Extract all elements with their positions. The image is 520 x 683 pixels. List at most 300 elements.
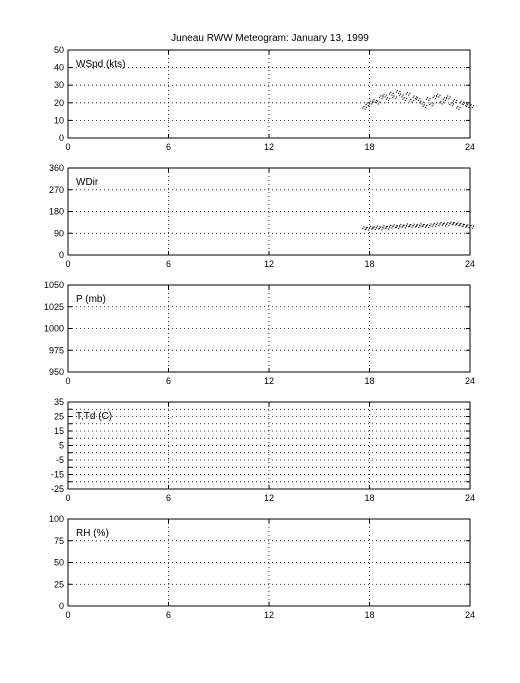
data-point (430, 223, 431, 224)
y-tick-label: 950 (48, 367, 64, 377)
data-point (418, 227, 419, 228)
data-point (409, 224, 410, 225)
x-tick-label: 12 (263, 142, 275, 152)
data-point (458, 109, 459, 110)
data-point (471, 104, 472, 105)
x-tick-label: 6 (165, 259, 172, 269)
data-point (372, 100, 373, 101)
data-point (366, 228, 367, 229)
x-tick-label: 0 (65, 610, 71, 620)
data-point (444, 223, 445, 224)
data-point (465, 227, 466, 228)
data-point (453, 222, 454, 223)
data-point (428, 100, 429, 101)
data-point (466, 226, 467, 227)
data-point (362, 107, 363, 108)
data-point (438, 96, 439, 97)
data-point (385, 228, 386, 229)
data-point (423, 224, 424, 225)
data-point (437, 94, 438, 95)
data-point (373, 226, 374, 227)
data-point (406, 93, 407, 94)
data-point (462, 103, 463, 104)
data-point (395, 98, 396, 99)
data-point (365, 109, 366, 110)
data-point (455, 102, 456, 103)
y-tick-label: 20 (53, 97, 64, 108)
data-point (380, 227, 381, 228)
data-point (414, 224, 415, 225)
data-point (403, 225, 404, 226)
y-tick-label: 40 (53, 62, 64, 73)
data-point (370, 101, 371, 102)
x-tick-label: 6 (165, 493, 172, 503)
data-point (401, 227, 402, 228)
data-point (423, 102, 424, 103)
data-point (409, 226, 410, 227)
data-point (460, 107, 461, 108)
data-point (404, 97, 405, 98)
data-point (432, 105, 433, 106)
data-point (384, 225, 385, 226)
data-point (430, 102, 431, 103)
data-point (379, 226, 380, 227)
data-point (439, 223, 440, 224)
data-point (399, 95, 400, 96)
data-point (443, 102, 444, 103)
data-point (397, 225, 398, 226)
y-tick-label: 90 (53, 228, 64, 239)
data-point (369, 227, 370, 228)
data-point (410, 99, 411, 100)
data-point (418, 100, 419, 101)
data-point (444, 97, 445, 98)
data-point (467, 104, 468, 105)
data-point (450, 96, 451, 97)
data-point (455, 225, 456, 226)
data-point (372, 228, 373, 229)
x-tick-label: 24 (464, 142, 476, 152)
data-point (463, 104, 464, 105)
data-point (446, 97, 447, 98)
panel-label: P (mb) (76, 294, 106, 305)
data-point (454, 99, 455, 100)
data-point (417, 224, 418, 225)
data-point (406, 225, 407, 226)
data-point (453, 100, 454, 101)
data-point (420, 223, 421, 224)
data-point (396, 225, 397, 226)
x-tick-label: 12 (263, 610, 275, 620)
data-point (402, 99, 403, 100)
data-point (433, 103, 434, 104)
data-point (408, 95, 409, 96)
y-tick-label: 10 (53, 115, 64, 126)
data-point (447, 95, 448, 96)
data-point (382, 227, 383, 228)
data-point (373, 102, 374, 103)
data-point (449, 104, 450, 105)
data-point (420, 101, 421, 102)
data-point (378, 103, 379, 104)
data-point (464, 102, 465, 103)
data-point (373, 99, 374, 100)
data-point (459, 224, 460, 225)
data-point (383, 96, 384, 97)
data-point (387, 226, 388, 227)
data-point (419, 225, 420, 226)
data-point (422, 226, 423, 227)
data-point (405, 100, 406, 101)
panel-4 (49, 514, 475, 620)
panel-label: RH (%) (76, 528, 109, 539)
data-point (468, 227, 469, 228)
data-point (415, 98, 416, 99)
panel-2 (44, 280, 475, 386)
data-point (382, 95, 383, 96)
data-point (407, 92, 408, 93)
data-point (388, 100, 389, 101)
data-point (381, 229, 382, 230)
data-point (426, 105, 427, 106)
panel-label: WDir (76, 177, 99, 188)
y-tick-label: 270 (48, 184, 64, 195)
data-point (452, 105, 453, 106)
x-tick-label: 12 (263, 259, 275, 269)
y-tick-label: 1000 (43, 323, 64, 334)
x-tick-label: 18 (364, 142, 375, 152)
data-point (442, 225, 443, 226)
data-point (417, 97, 418, 98)
data-point (398, 228, 399, 229)
data-point (467, 224, 468, 225)
x-tick-label: 24 (464, 259, 476, 269)
data-point (396, 227, 397, 228)
data-point (377, 101, 378, 102)
data-point (440, 101, 441, 102)
data-point (440, 222, 441, 223)
data-point (451, 221, 452, 222)
data-point (425, 107, 426, 108)
data-point (375, 102, 376, 103)
data-point (429, 104, 430, 105)
data-point (459, 102, 460, 103)
data-point (458, 225, 459, 226)
y-tick-label: 25 (53, 411, 64, 422)
data-point (454, 222, 455, 223)
data-point (366, 227, 367, 228)
data-point (436, 96, 437, 97)
y-tick-label: 30 (53, 80, 64, 91)
data-point (363, 106, 364, 107)
panel-1 (49, 163, 475, 269)
data-point (368, 105, 369, 106)
x-tick-label: 18 (364, 610, 375, 620)
x-tick-label: 24 (464, 610, 476, 620)
data-point (367, 102, 368, 103)
data-point (465, 105, 466, 106)
data-point (375, 229, 376, 230)
data-point (369, 102, 370, 103)
data-point (366, 107, 367, 108)
data-point (466, 225, 467, 226)
data-point (410, 224, 411, 225)
y-tick-label: -15 (50, 469, 64, 480)
data-point (367, 227, 368, 228)
data-point (408, 226, 409, 227)
data-point (412, 227, 413, 228)
data-point (396, 92, 397, 93)
x-tick-label: 18 (364, 493, 375, 503)
x-tick-label: 6 (165, 142, 172, 152)
x-tick-label: 12 (263, 493, 275, 503)
data-point (447, 222, 448, 223)
data-point (416, 99, 417, 100)
y-tick-label: 0 (58, 133, 64, 143)
data-point (463, 224, 464, 225)
data-point (376, 227, 377, 228)
data-point (393, 93, 394, 94)
data-point (439, 102, 440, 103)
x-tick-label: 6 (165, 610, 172, 620)
data-point (401, 96, 402, 97)
data-point (424, 224, 425, 225)
data-point (434, 95, 435, 96)
data-point (460, 223, 461, 224)
data-point (472, 228, 473, 229)
data-point (409, 100, 410, 101)
data-point (397, 90, 398, 91)
data-point (399, 225, 400, 226)
data-point (379, 102, 380, 103)
x-tick-label: 18 (364, 376, 375, 386)
y-tick-label: 0 (58, 601, 64, 611)
data-point (462, 226, 463, 227)
data-point (415, 226, 416, 227)
data-point (387, 97, 388, 98)
y-tick-label: 25 (53, 579, 64, 590)
data-point (438, 225, 439, 226)
panel-label: T,Td (C) (76, 411, 113, 422)
data-point (365, 229, 366, 230)
data-point (392, 97, 393, 98)
data-point (416, 225, 417, 226)
data-point (457, 106, 458, 107)
data-point (370, 226, 371, 227)
data-point (456, 224, 457, 225)
data-point (433, 224, 434, 225)
data-point (433, 97, 434, 98)
data-point (429, 225, 430, 226)
data-point (392, 226, 393, 227)
data-point (407, 223, 408, 224)
data-point (463, 225, 464, 226)
data-point (446, 224, 447, 225)
data-point (443, 224, 444, 225)
data-point (461, 223, 462, 224)
panel-label: WSpd (kts) (76, 59, 126, 70)
y-tick-label: 75 (53, 535, 64, 546)
data-point (394, 95, 395, 96)
panels (44, 45, 475, 620)
data-point (380, 95, 381, 96)
x-tick-label: 18 (364, 259, 375, 269)
data-point (468, 107, 469, 108)
data-point (449, 223, 450, 224)
data-point (404, 225, 405, 226)
data-point (473, 105, 474, 106)
data-point (402, 226, 403, 227)
x-tick-label: 6 (165, 376, 172, 386)
data-point (379, 228, 380, 229)
data-point (456, 100, 457, 101)
data-point (406, 98, 407, 99)
data-point (368, 230, 369, 231)
data-point (399, 91, 400, 92)
data-point (435, 98, 436, 99)
panel-3 (51, 397, 475, 503)
data-point (457, 222, 458, 223)
data-point (412, 225, 413, 226)
data-point (394, 224, 395, 225)
data-point (443, 223, 444, 224)
data-point (425, 227, 426, 228)
data-point (456, 223, 457, 224)
y-tick-label: -25 (50, 484, 64, 494)
data-point (414, 95, 415, 96)
data-point (395, 227, 396, 228)
data-point (423, 106, 424, 107)
data-point (448, 98, 449, 99)
data-point (413, 100, 414, 101)
data-point (369, 103, 370, 104)
data-point (376, 102, 377, 103)
data-point (389, 98, 390, 99)
data-point (463, 102, 464, 103)
data-point (426, 99, 427, 100)
data-point (445, 100, 446, 101)
data-point (391, 95, 392, 96)
data-point (423, 225, 424, 226)
data-point (416, 226, 417, 227)
data-point (403, 95, 404, 96)
data-point (389, 226, 390, 227)
data-point (466, 103, 467, 104)
data-point (373, 227, 374, 228)
data-point (389, 93, 390, 94)
y-tick-label: 0 (58, 250, 64, 260)
y-tick-label: 180 (48, 206, 64, 217)
data-point (386, 95, 387, 96)
data-point (453, 223, 454, 224)
data-point (386, 227, 387, 228)
data-point (472, 107, 473, 108)
x-tick-label: 24 (464, 376, 476, 386)
x-tick-label: 0 (65, 493, 71, 503)
data-point (371, 229, 372, 230)
data-point (419, 102, 420, 103)
y-tick-label: 35 (53, 397, 64, 407)
data-point (435, 226, 436, 227)
y-tick-label: 1025 (43, 301, 64, 312)
y-tick-label: 100 (48, 514, 64, 524)
data-point (466, 106, 467, 107)
data-point (440, 95, 441, 96)
data-point (436, 95, 437, 96)
data-point (461, 101, 462, 102)
data-point (456, 107, 457, 108)
data-point (377, 226, 378, 227)
figure-title: Juneau RWW Meteogram: January 13, 1999 (171, 33, 369, 44)
data-point (427, 224, 428, 225)
panel-0 (54, 45, 475, 152)
data-point (412, 97, 413, 98)
data-point (362, 228, 363, 229)
data-point (390, 92, 391, 93)
y-tick-label: 360 (48, 163, 64, 173)
data-point (376, 100, 377, 101)
data-point (366, 104, 367, 105)
data-point (385, 96, 386, 97)
data-point (400, 94, 401, 95)
data-point (451, 102, 452, 103)
y-tick-label: 1050 (43, 280, 64, 290)
x-tick-label: 24 (464, 493, 476, 503)
data-point (396, 96, 397, 97)
data-point (384, 94, 385, 95)
y-tick-label: 50 (53, 557, 64, 568)
data-point (432, 226, 433, 227)
data-point (412, 102, 413, 103)
data-point (442, 103, 443, 104)
data-point (434, 223, 435, 224)
data-point (424, 104, 425, 105)
data-point (471, 225, 472, 226)
y-tick-label: 975 (48, 345, 64, 356)
data-point (363, 226, 364, 227)
data-point (453, 103, 454, 104)
data-point (446, 98, 447, 99)
data-point (388, 229, 389, 230)
data-point (378, 228, 379, 229)
data-point (427, 97, 428, 98)
data-point (470, 225, 471, 226)
x-tick-label: 0 (65, 376, 71, 386)
data-point (381, 98, 382, 99)
x-tick-label: 0 (65, 259, 71, 269)
data-point (409, 93, 410, 94)
y-tick-label: 5 (58, 440, 64, 451)
data-point (448, 225, 449, 226)
y-tick-label: 15 (53, 426, 64, 436)
data-point (419, 98, 420, 99)
data-point (405, 227, 406, 228)
data-point (443, 99, 444, 100)
data-point (386, 99, 387, 100)
data-point (426, 226, 427, 227)
data-point (391, 228, 392, 229)
data-point (464, 224, 465, 225)
x-tick-label: 0 (65, 142, 71, 152)
data-point (416, 96, 417, 97)
data-point (371, 103, 372, 104)
data-point (473, 226, 474, 227)
y-tick-label: 50 (53, 45, 64, 55)
x-tick-label: 12 (263, 376, 275, 386)
data-point (422, 103, 423, 104)
data-point (398, 93, 399, 94)
data-point (445, 225, 446, 226)
